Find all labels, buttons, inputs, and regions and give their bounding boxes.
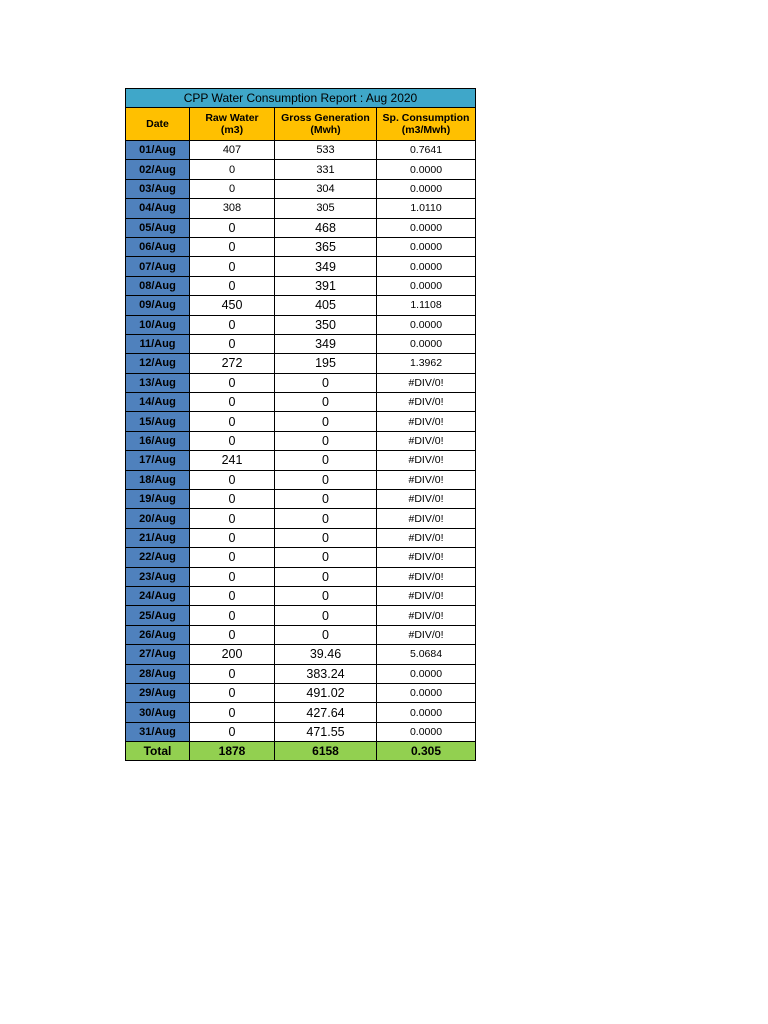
header-date: Date (126, 108, 190, 141)
header-row (126, 108, 476, 141)
raw-water-cell: 0 (190, 237, 275, 256)
raw-water-cell: 0 (190, 567, 275, 586)
sp-consumption-cell: #DIV/0! (377, 431, 476, 450)
header-sp-consumption (377, 108, 476, 141)
raw-water-cell: 200 (190, 645, 275, 664)
table-row (126, 645, 476, 664)
report-title: CPP Water Consumption Report : Aug 2020 (126, 89, 476, 108)
sp-consumption-cell: 0.0000 (377, 315, 476, 334)
date-cell: 15/Aug (126, 412, 190, 431)
header-sp-consumption-line2: (m3/Mwh) (401, 124, 451, 136)
raw-water-cell: 0 (190, 257, 275, 276)
header-raw-water-line1: Raw Water (205, 112, 259, 124)
gross-generation-cell: 533 (275, 141, 377, 160)
raw-water-cell: 450 (190, 296, 275, 315)
date-cell: 31/Aug (126, 722, 190, 741)
table-row (126, 664, 476, 683)
date-cell: 10/Aug (126, 315, 190, 334)
raw-water-cell: 0 (190, 218, 275, 237)
date-cell: 05/Aug (126, 218, 190, 237)
raw-water-cell: 0 (190, 606, 275, 625)
sp-consumption-cell: #DIV/0! (377, 528, 476, 547)
gross-generation-cell: 0 (275, 586, 377, 605)
table-row (126, 393, 476, 412)
raw-water-cell: 407 (190, 141, 275, 160)
sp-consumption-cell: 1.3962 (377, 354, 476, 373)
sp-consumption-cell: #DIV/0! (377, 625, 476, 644)
table-row (126, 412, 476, 431)
gross-generation-cell: 349 (275, 257, 377, 276)
raw-water-cell: 308 (190, 199, 275, 218)
gross-generation-cell: 349 (275, 334, 377, 353)
date-cell: 18/Aug (126, 470, 190, 489)
raw-water-cell: 0 (190, 470, 275, 489)
raw-water-cell: 0 (190, 586, 275, 605)
gross-generation-cell: 0 (275, 451, 377, 470)
sp-consumption-cell: #DIV/0! (377, 393, 476, 412)
table-row (126, 548, 476, 567)
header-gross-generation-line2: (Mwh) (310, 124, 341, 136)
header-sp-consumption-line1: Sp. Consumption (382, 112, 470, 124)
sp-consumption-cell: #DIV/0! (377, 606, 476, 625)
sp-consumption-cell: 0.0000 (377, 664, 476, 683)
table-row (126, 606, 476, 625)
sp-consumption-cell: #DIV/0! (377, 470, 476, 489)
sp-consumption-cell: #DIV/0! (377, 412, 476, 431)
total-gross-generation: 6158 (275, 742, 377, 761)
date-cell: 25/Aug (126, 606, 190, 625)
gross-generation-cell: 0 (275, 567, 377, 586)
sp-consumption-cell: 0.0000 (377, 218, 476, 237)
total-sp-consumption: 0.305 (377, 742, 476, 761)
gross-generation-cell: 391 (275, 276, 377, 295)
date-cell: 03/Aug (126, 179, 190, 198)
water-consumption-table (125, 88, 476, 761)
table-row (126, 703, 476, 722)
date-cell: 09/Aug (126, 296, 190, 315)
raw-water-cell: 0 (190, 179, 275, 198)
date-cell: 14/Aug (126, 393, 190, 412)
date-cell: 30/Aug (126, 703, 190, 722)
sp-consumption-cell: 1.0110 (377, 199, 476, 218)
date-cell: 22/Aug (126, 548, 190, 567)
table-row (126, 296, 476, 315)
raw-water-cell: 0 (190, 509, 275, 528)
gross-generation-cell: 195 (275, 354, 377, 373)
raw-water-cell: 0 (190, 625, 275, 644)
gross-generation-cell: 0 (275, 470, 377, 489)
gross-generation-cell: 0 (275, 431, 377, 450)
date-cell: 17/Aug (126, 451, 190, 470)
gross-generation-cell: 0 (275, 528, 377, 547)
sp-consumption-cell: #DIV/0! (377, 373, 476, 392)
date-cell: 08/Aug (126, 276, 190, 295)
date-cell: 24/Aug (126, 586, 190, 605)
total-raw-water: 1878 (190, 742, 275, 761)
table-row (126, 141, 476, 160)
sp-consumption-cell: 0.0000 (377, 683, 476, 702)
table-row (126, 199, 476, 218)
header-gross-generation-line1: Gross Generation (281, 112, 370, 124)
raw-water-cell: 0 (190, 528, 275, 547)
raw-water-cell: 241 (190, 451, 275, 470)
header-raw-water (190, 108, 275, 141)
gross-generation-cell: 0 (275, 373, 377, 392)
raw-water-cell: 0 (190, 412, 275, 431)
gross-generation-cell: 0 (275, 606, 377, 625)
table-row (126, 237, 476, 256)
table-row (126, 509, 476, 528)
sp-consumption-cell: #DIV/0! (377, 567, 476, 586)
date-cell: 29/Aug (126, 683, 190, 702)
raw-water-cell: 0 (190, 393, 275, 412)
table-row (126, 179, 476, 198)
gross-generation-cell: 0 (275, 625, 377, 644)
gross-generation-cell: 471.55 (275, 722, 377, 741)
date-cell: 20/Aug (126, 509, 190, 528)
date-cell: 07/Aug (126, 257, 190, 276)
gross-generation-cell: 491.02 (275, 683, 377, 702)
table-row (126, 722, 476, 741)
total-row (126, 742, 476, 761)
table-row (126, 315, 476, 334)
gross-generation-cell: 0 (275, 548, 377, 567)
sp-consumption-cell: 0.0000 (377, 703, 476, 722)
gross-generation-cell: 0 (275, 509, 377, 528)
table-row (126, 625, 476, 644)
gross-generation-cell: 405 (275, 296, 377, 315)
raw-water-cell: 0 (190, 160, 275, 179)
date-cell: 21/Aug (126, 528, 190, 547)
sp-consumption-cell: #DIV/0! (377, 586, 476, 605)
sp-consumption-cell: 0.0000 (377, 334, 476, 353)
sp-consumption-cell: #DIV/0! (377, 548, 476, 567)
date-cell: 28/Aug (126, 664, 190, 683)
table-row (126, 276, 476, 295)
table-row (126, 354, 476, 373)
gross-generation-cell: 304 (275, 179, 377, 198)
raw-water-cell: 272 (190, 354, 275, 373)
date-cell: 04/Aug (126, 199, 190, 218)
raw-water-cell: 0 (190, 664, 275, 683)
sp-consumption-cell: 0.0000 (377, 160, 476, 179)
date-cell: 26/Aug (126, 625, 190, 644)
raw-water-cell: 0 (190, 683, 275, 702)
sp-consumption-cell: #DIV/0! (377, 490, 476, 509)
sp-consumption-cell: 5.0684 (377, 645, 476, 664)
table-row (126, 257, 476, 276)
sp-consumption-cell: 1.1108 (377, 296, 476, 315)
sp-consumption-cell: 0.0000 (377, 722, 476, 741)
raw-water-cell: 0 (190, 315, 275, 334)
gross-generation-cell: 427.64 (275, 703, 377, 722)
table-row (126, 567, 476, 586)
gross-generation-cell: 305 (275, 199, 377, 218)
table-row (126, 451, 476, 470)
gross-generation-cell: 0 (275, 490, 377, 509)
date-cell: 19/Aug (126, 490, 190, 509)
table-row (126, 683, 476, 702)
raw-water-cell: 0 (190, 431, 275, 450)
date-cell: 16/Aug (126, 431, 190, 450)
raw-water-cell: 0 (190, 334, 275, 353)
raw-water-cell: 0 (190, 373, 275, 392)
table-row (126, 218, 476, 237)
date-cell: 12/Aug (126, 354, 190, 373)
raw-water-cell: 0 (190, 703, 275, 722)
sp-consumption-cell: 0.0000 (377, 257, 476, 276)
raw-water-cell: 0 (190, 276, 275, 295)
date-cell: 11/Aug (126, 334, 190, 353)
gross-generation-cell: 39.46 (275, 645, 377, 664)
raw-water-cell: 0 (190, 548, 275, 567)
sp-consumption-cell: 0.0000 (377, 237, 476, 256)
table-row (126, 160, 476, 179)
table-row (126, 586, 476, 605)
sp-consumption-cell: #DIV/0! (377, 451, 476, 470)
raw-water-cell: 0 (190, 490, 275, 509)
table-row (126, 373, 476, 392)
sp-consumption-cell: 0.0000 (377, 179, 476, 198)
title-row (126, 89, 476, 108)
table-row (126, 431, 476, 450)
gross-generation-cell: 468 (275, 218, 377, 237)
gross-generation-cell: 331 (275, 160, 377, 179)
date-cell: 13/Aug (126, 373, 190, 392)
date-cell: 01/Aug (126, 141, 190, 160)
sp-consumption-cell: 0.7641 (377, 141, 476, 160)
gross-generation-cell: 365 (275, 237, 377, 256)
date-cell: 23/Aug (126, 567, 190, 586)
table-row (126, 490, 476, 509)
table-row (126, 470, 476, 489)
sp-consumption-cell: 0.0000 (377, 276, 476, 295)
date-cell: 06/Aug (126, 237, 190, 256)
gross-generation-cell: 0 (275, 412, 377, 431)
header-gross-generation (275, 108, 377, 141)
gross-generation-cell: 350 (275, 315, 377, 334)
table-row (126, 334, 476, 353)
gross-generation-cell: 0 (275, 393, 377, 412)
header-raw-water-line2: (m3) (220, 124, 244, 136)
gross-generation-cell: 383.24 (275, 664, 377, 683)
date-cell: 02/Aug (126, 160, 190, 179)
date-cell: 27/Aug (126, 645, 190, 664)
raw-water-cell: 0 (190, 722, 275, 741)
table-row (126, 528, 476, 547)
total-label: Total (126, 742, 190, 761)
sp-consumption-cell: #DIV/0! (377, 509, 476, 528)
